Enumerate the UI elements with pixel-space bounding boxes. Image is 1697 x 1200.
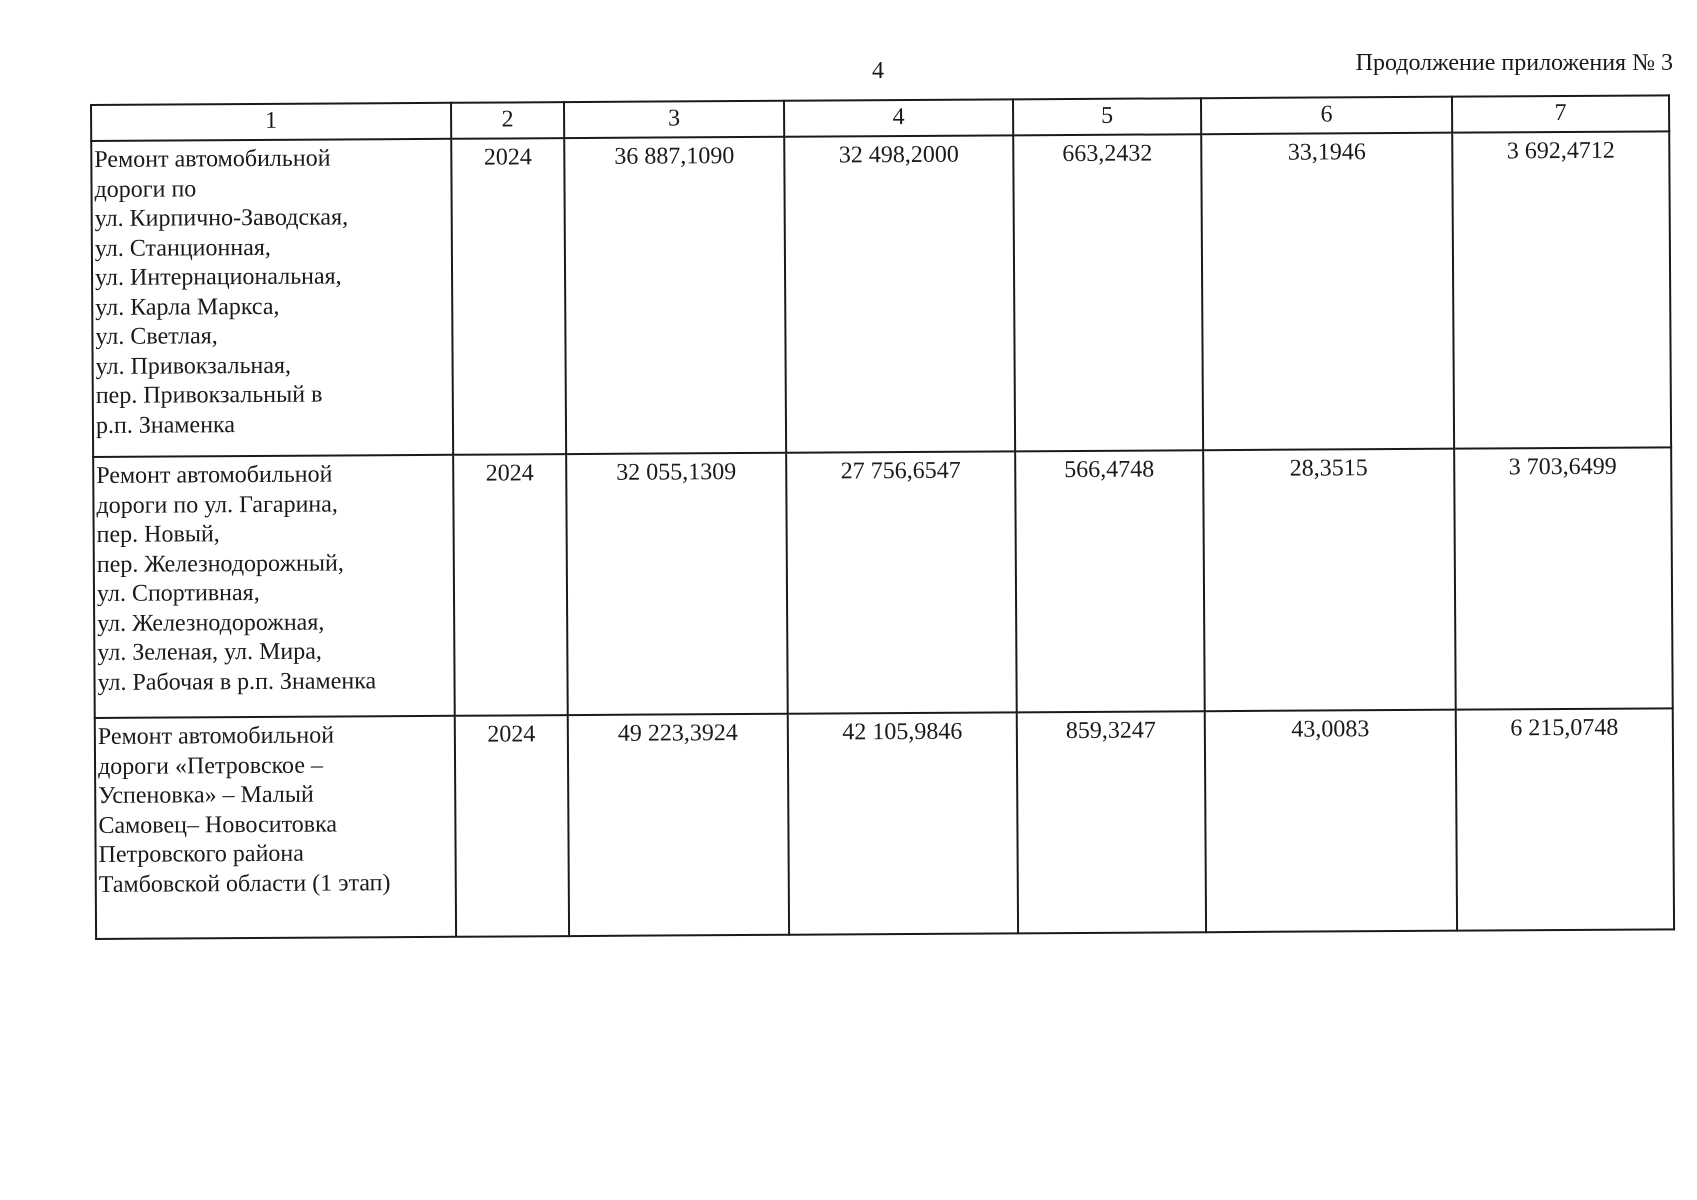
value-cell-col4: 27 756,6547	[786, 451, 1017, 713]
column-header-5: 5	[1013, 98, 1201, 135]
table-row	[93, 447, 1673, 718]
column-header-7: 7	[1452, 95, 1669, 132]
column-header-1: 1	[91, 103, 451, 141]
road-name-line: пер. Привокзальный в	[95, 381, 323, 409]
road-name-line: ул. Спортивная,	[96, 579, 260, 607]
column-header-3: 3	[564, 101, 784, 138]
road-name-line: Ремонт автомобильной	[96, 461, 333, 489]
year-cell: 2024	[453, 454, 568, 716]
road-name-line: Ремонт автомобильной	[97, 722, 335, 750]
value-cell-col3: 32 055,1309	[566, 453, 788, 715]
road-name-line: ул. Привокзальная,	[95, 352, 292, 380]
value-cell-col5: 566,4748	[1015, 450, 1205, 712]
value-cell-col7: 6 215,0748	[1456, 708, 1674, 930]
road-name-line: Успеновка» – Малый	[98, 781, 314, 809]
road-name-line: дороги по	[94, 175, 197, 203]
road-name-line: Ремонт автомобильной	[94, 145, 331, 173]
road-name-line: ул. Зеленая, ул. Мира,	[97, 638, 322, 666]
value-cell-col4: 42 105,9846	[788, 712, 1018, 934]
road-name-line: Самовец– Новоситовка	[98, 811, 338, 839]
appendix-continuation-note: Продолжение приложения № 3	[1355, 50, 1673, 76]
value-cell-col6: 43,0083	[1205, 710, 1457, 933]
data-table	[90, 94, 1675, 940]
road-name-line: ул. Станционная,	[94, 234, 271, 262]
value-cell-col5: 859,3247	[1017, 711, 1206, 933]
road-name-line: ул. Интернациональная,	[94, 263, 342, 291]
value-cell-col3: 49 223,3924	[568, 714, 789, 936]
road-name-line: ул. Железнодорожная,	[97, 609, 325, 637]
road-name-cell	[95, 716, 456, 939]
road-name-line: Петровского района	[98, 840, 304, 868]
road-name-line: Тамбовской области (1 этап)	[98, 869, 391, 898]
value-cell-col7: 3 692,4712	[1452, 131, 1671, 448]
table-row	[95, 708, 1674, 939]
year-cell: 2024	[455, 715, 569, 937]
road-name-line: ул. Карла Маркса,	[95, 293, 280, 321]
column-header-6: 6	[1201, 97, 1452, 135]
road-name-line: ул. Светлая,	[95, 323, 218, 350]
road-name-line: р.п. Знаменка	[95, 411, 236, 439]
value-cell-col6: 28,3515	[1203, 449, 1456, 712]
table-row	[91, 131, 1671, 457]
column-header-4: 4	[784, 99, 1013, 136]
data-table-wrapper	[90, 94, 1673, 940]
value-cell-col5: 663,2432	[1013, 134, 1203, 451]
road-name-line: дороги по ул. Гагарина,	[96, 490, 338, 519]
road-name-line: ул. Кирпично-Заводская,	[94, 204, 349, 232]
value-cell-col7: 3 703,6499	[1454, 447, 1673, 709]
road-name-line: пер. Новый,	[96, 521, 220, 548]
road-name-line: пер. Железнодорожный,	[96, 549, 344, 578]
value-cell-col6: 33,1946	[1201, 133, 1454, 451]
road-name-line: ул. Рабочая в р.п. Знаменка	[97, 667, 377, 696]
value-cell-col3: 36 887,1090	[564, 137, 786, 454]
value-cell-col4: 32 498,2000	[784, 135, 1015, 452]
column-header-2: 2	[451, 102, 564, 139]
year-cell: 2024	[451, 138, 566, 455]
road-name-cell	[93, 455, 455, 718]
road-name-line: дороги «Петровское –	[97, 752, 324, 780]
road-name-cell	[91, 139, 453, 457]
page-number: 4	[872, 58, 884, 84]
